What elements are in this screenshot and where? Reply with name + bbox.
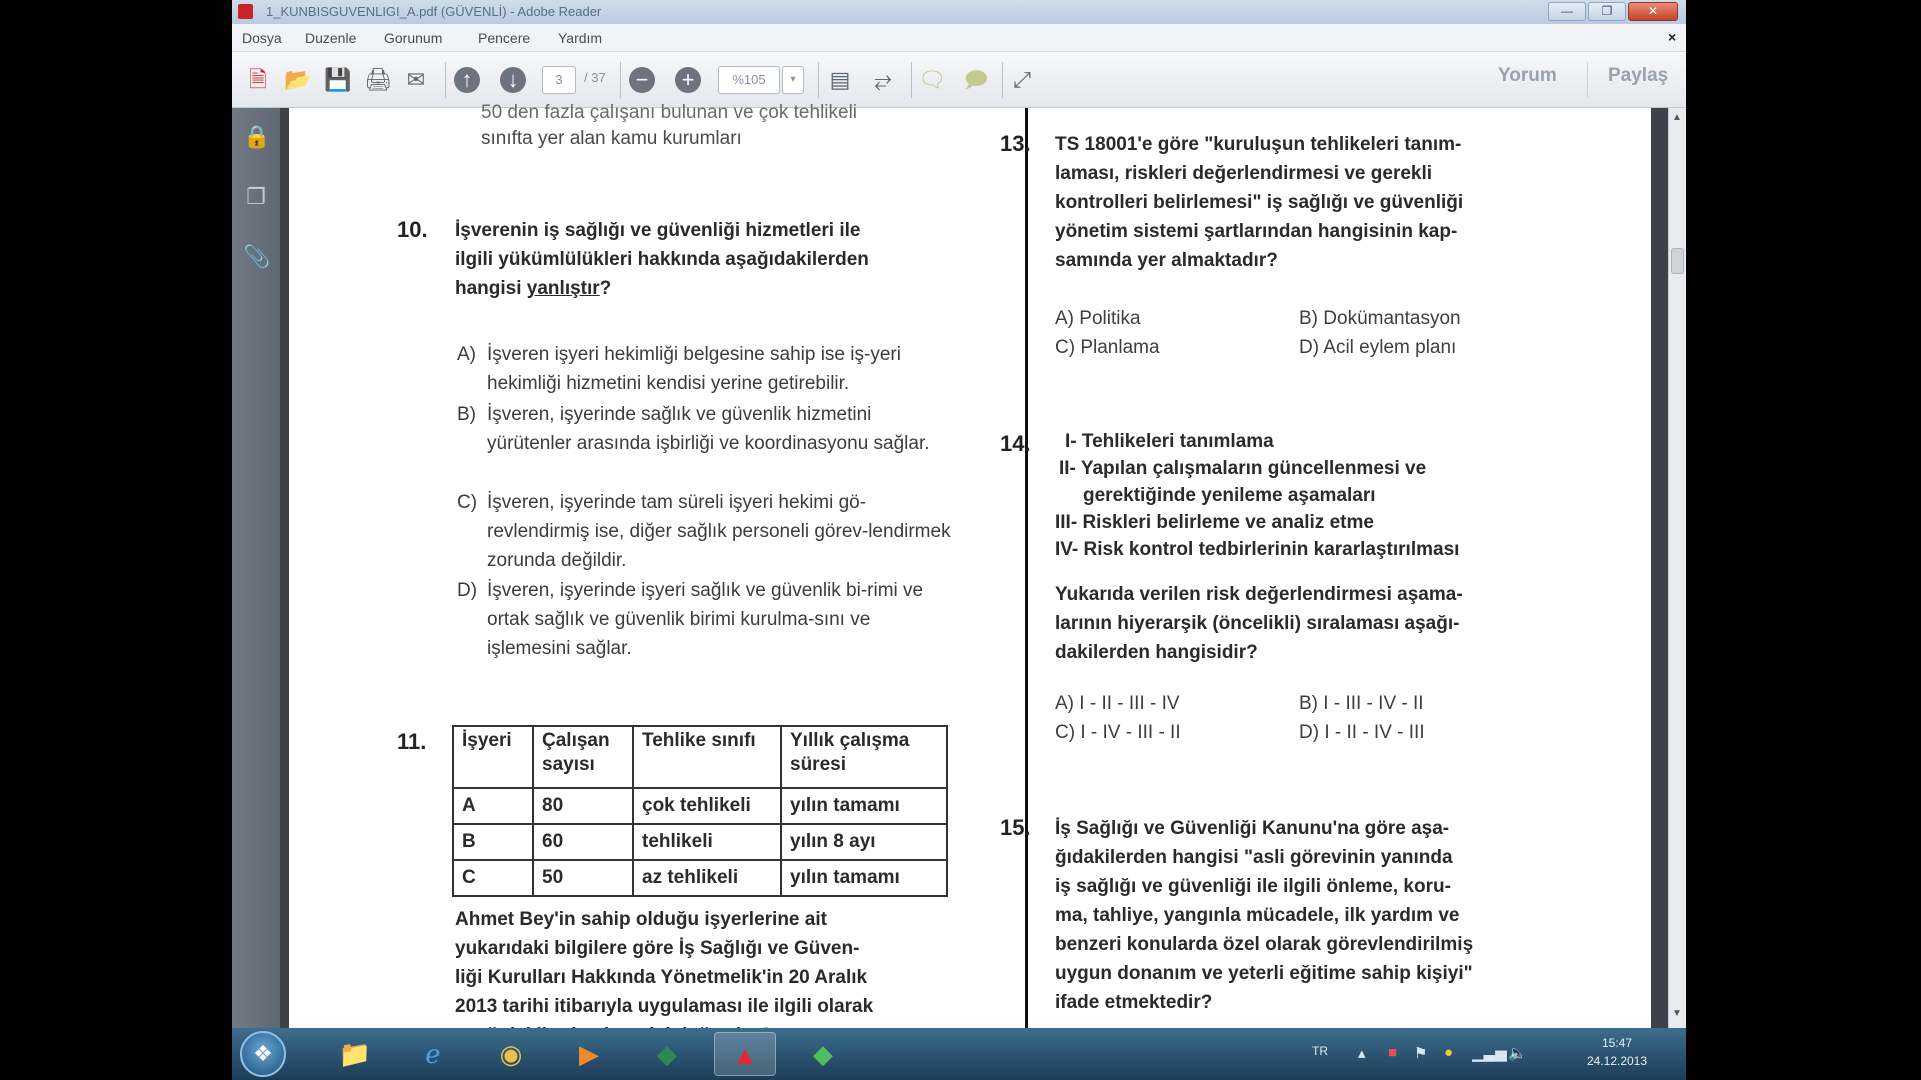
document-viewport[interactable] [280,102,1668,1028]
toolbar [232,52,1686,108]
table-cell: yılın 8 ayı [781,824,947,860]
question-14-text [1055,580,1595,667]
question-line: yukarıdaki bilgilere göre İş Sağlığı ve Güven- [455,938,860,959]
option-b: B) I - III - IV - II [1299,693,1424,714]
toolbar-separator [1002,62,1003,98]
menu-gorunum[interactable]: Gorunum [384,30,443,46]
highlight-comment-icon[interactable]: 🗩 [963,67,989,92]
question-line: samında yer almaktadır? [1055,250,1278,271]
list-item: gerektiğinde yenileme aşamaları [1083,485,1376,506]
option-text: İşveren, işyerinde sağlık ve güvenlik hizmetini yürütenler arasında işbirliği ve koordinasyonu sağlar. [487,404,930,454]
lock-icon[interactable]: 🔒 [243,124,271,149]
table-header: İşyeri [453,726,533,788]
toolbar-separator [445,62,446,98]
scroll-thumb[interactable] [1671,248,1684,274]
option-a: A) I - II - III - IV [1055,693,1180,714]
explorer-taskbar-icon[interactable]: 📁 [338,1039,372,1069]
table-cell: B [453,824,533,860]
option-a [457,340,967,400]
option-label: D) [457,580,478,601]
question-13-text [1055,130,1595,275]
scroll-up-icon[interactable]: ▲ [1672,112,1682,123]
chrome-taskbar-icon[interactable]: ◉ [499,1039,523,1069]
page-thumbnails-icon[interactable]: ❐ [246,184,266,209]
vertical-scrollbar[interactable] [1668,108,1686,1028]
create-pdf-icon[interactable]: 🗎 [249,67,267,92]
question-line: İşverenin iş sağlığı ve güvenliği hizmetleri ile [455,220,861,241]
menu-duzenle[interactable]: Duzenle [305,30,357,46]
option-d [457,576,967,664]
table-row [453,824,947,860]
maximize-button[interactable]: ❐ [1588,2,1626,21]
table-cell: yılın tamamı [781,860,947,896]
app-taskbar-icon[interactable]: ◆ [657,1039,677,1069]
tray-expand-icon[interactable]: ▴ [1358,1045,1366,1062]
table-cell: 60 [533,824,633,860]
internet-explorer-taskbar-icon[interactable]: ℯ [425,1039,441,1069]
question-number: 13. [1000,131,1031,156]
close-document-icon[interactable]: × [1668,29,1677,45]
menu-dosya[interactable]: Dosya [242,30,282,46]
question-line: laması, riskleri değerlendirmesi ve gerekli [1055,163,1433,184]
option-text: İşveren, işyerinde tam süreli işyeri hekimi gö-revlendirmiş ise, diğer sağlık personeli görev-lendirmek zorunda değildir. [487,492,951,571]
start-button[interactable] [240,1031,286,1077]
table-cell: tehlikeli [633,824,781,860]
menu-yardim[interactable]: Yardım [558,30,603,46]
table-header: Tehlike sınıfı [633,726,781,788]
option-label: A) [457,344,476,365]
clock-time: 15:47 [1601,1036,1633,1050]
menu-bar [232,24,1686,52]
list-item: II- Yapılan çalışmaların güncellenmesi ve [1059,458,1427,479]
zoom-in-icon[interactable]: + [675,67,701,93]
question-line: yönetim sistemi şartlarından hangisinin kap- [1055,221,1458,242]
question-line: ifade etmektedir? [1055,992,1213,1013]
toolbar-separator [1587,62,1588,98]
table-cell: A [453,788,533,824]
option-text: İşveren işyeri hekimliği belgesine sahip ise iş-yeri hekimliği hizmetini kendisi yerine getirebilir. [487,344,901,394]
question-10-text [455,216,975,303]
question-line: Yukarıda verilen risk değerlendirmesi aşama- [1055,584,1463,605]
option-b: B) Dokümantasyon [1299,308,1461,329]
navigation-panel [232,108,280,1028]
question-15-text [1055,814,1615,1017]
question-line: Ahmet Bey'in sahip olduğu işyerlerine ait [455,909,827,930]
taskbar [232,1028,1686,1080]
table-cell: 80 [533,788,633,824]
fit-page-icon[interactable]: ▤ [829,67,851,92]
page-total: / 37 [584,70,606,85]
windows-logo-icon: ❖ [253,1041,273,1066]
open-file-icon[interactable]: 📂 [284,67,312,92]
question-number: 14. [1000,431,1031,456]
table-header-row [453,726,947,788]
language-indicator[interactable]: TR [1312,1044,1328,1058]
paylas-button[interactable]: Paylaş [1608,65,1669,86]
minimize-button[interactable]: — [1548,2,1586,21]
sticky-note-icon[interactable]: 🗨 [918,67,946,92]
adobe-reader-icon [238,4,253,19]
zoom-level-input[interactable]: %105 [718,66,780,94]
table-cell: yılın tamamı [781,788,947,824]
media-player-taskbar-icon[interactable]: ▶ [579,1039,599,1069]
question-number: 10. [397,217,428,242]
question-line: İş Sağlığı ve Güvenliği Kanunu'na göre aşa- [1055,818,1450,839]
previous-page-icon[interactable]: ↑ [454,67,480,93]
email-icon[interactable]: ✉ [406,67,426,92]
menu-pencere[interactable]: Pencere [478,30,531,46]
close-button[interactable]: ✕ [1628,2,1678,21]
clock[interactable] [1572,1034,1662,1070]
option-label: B) [457,404,476,425]
tray-update-icon[interactable]: ● [1444,1044,1454,1061]
list-item: I- Tehlikeleri tanımlama [1065,431,1274,452]
option-c: C) Planlama [1055,337,1160,358]
option-label: C) [457,492,478,513]
scroll-down-icon[interactable]: ▼ [1672,1008,1682,1019]
table-cell: az tehlikeli [633,860,781,896]
question-number: 11. [397,729,427,754]
table-row [453,788,947,824]
volume-icon[interactable]: 🔈 [1508,1045,1527,1062]
question-number: 15. [1000,815,1031,840]
cut-text-line: 50 den fazla çalışanı bulunan ve çok tehlikeli [481,102,858,123]
question-line: TS 18001'e göre "kuruluşun tehlikeleri tanım- [1055,134,1462,155]
question-line: dakilerden hangisidir? [1055,642,1258,663]
option-b [457,400,967,488]
question-line: ğıdakilerden hangisi "asli görevinin yanında [1055,847,1453,868]
window-title: 1_KUNBISGUVENLIGI_A.pdf (GÜVENLİ) - Adobe Reader [266,4,602,19]
cut-text-line: sınıfta yer alan kamu kurumları [481,128,742,149]
adobe-reader-taskbar-icon[interactable]: ▲ [714,1032,776,1076]
attachments-icon[interactable]: 📎 [243,244,271,269]
page-number-input[interactable]: 3 [542,66,576,94]
question-line: liği Kurulları Hakkında Yönetmelik'in 20 Aralık [455,967,868,988]
zoom-dropdown-icon[interactable]: ▾ [782,66,804,94]
save-icon[interactable]: 💾 [324,67,352,92]
next-page-icon[interactable]: ↓ [500,67,526,93]
action-center-icon[interactable]: ⚑ [1414,1045,1428,1062]
clock-date: 24.12.2013 [1586,1054,1648,1068]
option-d: D) I - II - IV - III [1299,722,1425,743]
question-line: 2013 tarihi itibarıyla uygulaması ile ilgili olarak [455,996,874,1017]
table-cell: çok tehlikeli [633,788,781,824]
yorum-button[interactable]: Yorum [1498,65,1557,86]
table-cell: 50 [533,860,633,896]
fit-width-icon[interactable]: ⥂ [874,67,892,92]
list-item: III- Riskleri belirleme ve analiz etme [1055,512,1374,533]
toolbar-separator [818,62,819,98]
tray-app-icon[interactable]: ■ [1388,1044,1398,1061]
toolbar-separator [911,62,912,98]
table-header: Yıllık çalışma süresi [781,726,947,788]
full-screen-icon[interactable]: ⤢ [1013,67,1031,92]
question-line: uygun donanım ve yeterli eğitime sahip kişiyi" [1055,963,1473,984]
table-header: Çalışan sayısı [533,726,633,788]
column-divider [1025,108,1028,1028]
option-c: C) I - IV - III - II [1055,722,1181,743]
option-a: A) Politika [1055,308,1141,329]
question-line: benzeri konularda özel olarak görevlendirilmiş [1055,934,1474,955]
zoom-out-icon[interactable]: − [629,67,655,93]
question-line: ma, tahliye, yangınla mücadele, ilk yardım ve [1055,905,1460,926]
toolbar-separator [620,62,621,98]
option-d: D) Acil eylem planı [1299,337,1457,358]
question-line: ilgili yükümlülükleri hakkında aşağıdakilerden [455,249,869,270]
app-taskbar-icon-2[interactable]: ◆ [813,1039,833,1069]
question-line: iş sağlığı ve güvenliği ile ilgili önleme, koru- [1055,876,1451,897]
list-item: IV- Risk kontrol tedbirlerinin kararlaştırılması [1055,539,1460,560]
print-icon[interactable]: 🖨 [364,67,392,92]
option-text: İşveren, işyerinde işyeri sağlık ve güvenlik bi-rimi ve ortak sağlık ve güvenlik birimi kurulma-sını ve işlemesini sağlar. [487,580,924,659]
title-bar [232,0,1686,24]
workplace-table [452,725,948,897]
network-icon[interactable]: ▁▃▅ [1472,1045,1507,1062]
question-line: larının hiyerarşik (öncelikli) sıralaması aşağı- [1055,613,1460,634]
question-line-prefix: hangisi [455,278,527,299]
pdf-page [289,102,1651,1028]
underlined-word: yanlıştır [526,278,600,299]
question-line-suffix: ? [599,278,612,299]
table-cell: C [453,860,533,896]
question-line: kontrolleri belirlemesi" iş sağlığı ve güvenliği [1055,192,1464,213]
table-row [453,860,947,896]
question-line [455,274,975,303]
desktop-screen [232,0,1686,1080]
option-c [457,488,967,576]
